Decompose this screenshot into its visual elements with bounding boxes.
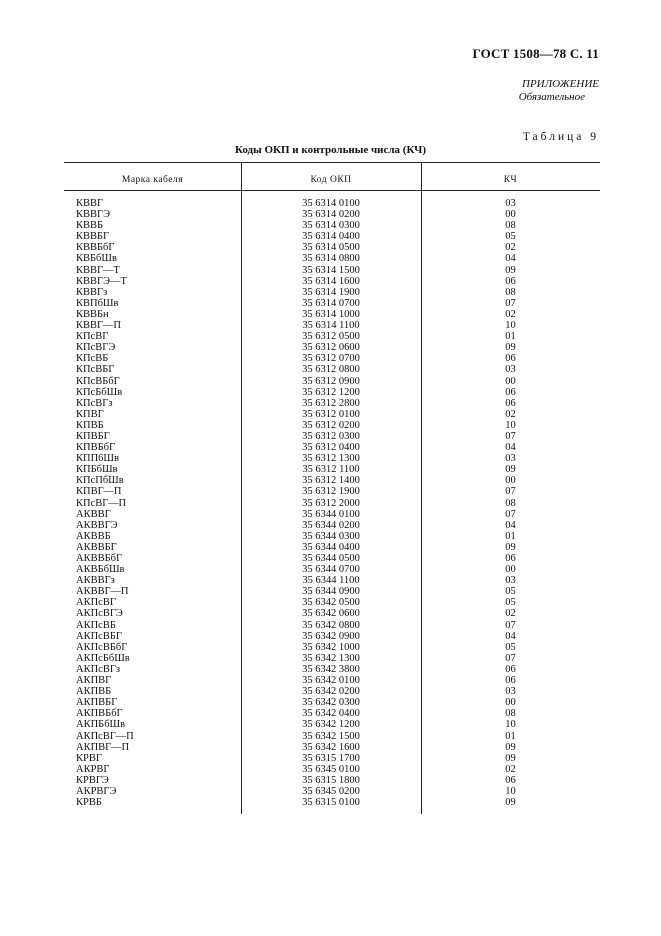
check-number-cell: 09 <box>505 264 516 276</box>
cable-brand-cell: КПП6Шв <box>76 453 119 465</box>
cable-brand-cell: АКПсВГз <box>76 663 121 675</box>
cable-brand-cell: КПсПбШв <box>76 475 124 487</box>
cable-brand-cell: АКПБбШв <box>76 719 126 731</box>
okp-code-cell: 35 6344 0200 <box>302 519 360 531</box>
okp-code-cell: 35 6342 1600 <box>302 741 360 753</box>
check-number-cell: 09 <box>505 541 516 553</box>
cable-brand-cell: КПсВГЭ <box>76 342 116 354</box>
cable-brand-cell: КПВБ <box>76 419 104 431</box>
okp-code-cell: 35 6314 0400 <box>302 231 360 243</box>
cable-brand-cell: КПВГ <box>76 408 104 420</box>
okp-code-cell: 35 6312 0200 <box>302 419 360 431</box>
cable-brand-cell: КВВГЭ <box>76 209 111 221</box>
okp-code-cell: 35 6314 0200 <box>302 209 360 221</box>
okp-code-cell: 35 6314 1100 <box>302 320 360 332</box>
table-row <box>64 431 600 442</box>
check-number-cell: 02 <box>505 242 516 254</box>
okp-code-cell: 35 6344 0700 <box>302 564 360 576</box>
cable-brand-cell: АКПсВБбГ <box>76 641 128 653</box>
table-row <box>64 498 600 509</box>
table-row <box>64 376 600 387</box>
okp-code-cell: 35 6312 0700 <box>302 353 360 365</box>
table-row <box>64 797 600 808</box>
check-number-cell: 07 <box>505 619 516 631</box>
okp-code-cell: 35 6315 1700 <box>302 752 360 764</box>
okp-code-cell: 35 6314 0300 <box>302 220 360 232</box>
check-number-cell: 01 <box>505 530 516 542</box>
cable-brand-cell: КВВГз <box>76 286 108 298</box>
cable-brand-cell: КВВГ <box>76 198 104 209</box>
table-row <box>64 608 600 619</box>
okp-code-cell: 35 6342 3800 <box>302 663 360 675</box>
check-number-cell: 07 <box>505 430 516 442</box>
okp-code-cell: 35 6342 0900 <box>302 630 360 642</box>
okp-code-cell: 35 6344 0100 <box>302 508 360 520</box>
cable-brand-cell: КВВБн <box>76 308 109 320</box>
check-number-cell: 10 <box>505 320 516 332</box>
check-number-cell: 03 <box>505 575 516 587</box>
okp-code-cell: 35 6344 1100 <box>302 575 360 587</box>
cable-brand-cell: КПБбШв <box>76 464 118 476</box>
table-row <box>64 398 600 409</box>
table-row <box>64 575 600 586</box>
okp-code-cell: 35 6312 1300 <box>302 453 360 465</box>
okp-code-cell: 35 6342 1000 <box>302 641 360 653</box>
cable-brand-cell: КПсВБГ <box>76 364 115 376</box>
table-row <box>64 287 600 298</box>
check-number-cell: 07 <box>505 486 516 498</box>
cable-brand-cell: АКВВБбГ <box>76 553 123 564</box>
table-row <box>64 653 600 664</box>
cable-brand-cell: АКВБбШв <box>76 564 125 576</box>
table-row <box>64 686 600 697</box>
cable-brand-cell: КПсВБ <box>76 353 109 365</box>
appendix-title: ПРИЛОЖЕНИЕ <box>522 78 599 90</box>
check-number-cell: 09 <box>505 342 516 354</box>
check-number-cell: 04 <box>505 519 516 531</box>
cable-brand-cell: КПВБбГ <box>76 442 116 454</box>
check-number-cell: 01 <box>505 730 516 742</box>
cable-brand-cell: КПсВГз <box>76 397 113 409</box>
table-row <box>64 675 600 686</box>
table-row <box>64 242 600 253</box>
table-row <box>64 542 600 553</box>
header-cable-brand: Марка кабеля <box>121 175 184 185</box>
check-number-cell: 05 <box>505 641 516 653</box>
check-number-cell: 00 <box>505 475 516 487</box>
table-row <box>64 742 600 753</box>
table-number: Таблица 9 <box>522 131 599 143</box>
cable-brand-cell: АКПсВБ <box>76 619 116 631</box>
table-row <box>64 253 600 264</box>
table-row <box>64 586 600 597</box>
table-row <box>64 331 600 342</box>
cable-brand-cell: КВВГ—Т <box>76 264 120 276</box>
check-number-cell: 06 <box>505 663 516 675</box>
cable-brand-cell: КВВГ—П <box>76 320 121 332</box>
header-check-number: КЧ <box>503 175 518 185</box>
cable-brand-cell: КРВГ <box>76 752 102 764</box>
check-number-cell: 04 <box>505 442 516 454</box>
table-row <box>64 775 600 786</box>
okp-code-cell: 35 6312 0500 <box>302 331 360 343</box>
okp-code-cell: 35 6344 0400 <box>302 541 360 553</box>
cable-brand-cell: КПсВГ—П <box>76 497 127 509</box>
standard-designation: ГОСТ 1508—78 С. 11 <box>472 46 599 61</box>
okp-code-cell: 35 6312 1400 <box>302 475 360 487</box>
okp-code-cell: 35 6312 0400 <box>302 442 360 454</box>
okp-code-cell: 35 6314 1900 <box>302 286 360 298</box>
check-number-cell: 03 <box>505 453 516 465</box>
okp-code-cell: 35 6312 1200 <box>302 386 360 398</box>
table-row <box>64 509 600 520</box>
cable-brand-cell: КВВБ <box>76 220 104 232</box>
check-number-cell: 00 <box>505 209 516 221</box>
check-number-cell: 02 <box>505 763 516 775</box>
okp-code-cell: 35 6342 0300 <box>302 697 360 709</box>
okp-code-cell: 35 6314 0500 <box>302 242 360 254</box>
check-number-cell: 10 <box>505 785 516 797</box>
check-number-cell: 06 <box>505 275 516 287</box>
okp-code-cell: 35 6312 1900 <box>302 486 360 498</box>
okp-code-cell: 35 6314 1600 <box>302 275 360 287</box>
cable-brand-cell: КПсБбШв <box>76 386 123 398</box>
okp-code-cell: 35 6314 0700 <box>302 297 360 309</box>
cable-brand-cell: АКПсВГ <box>76 597 116 609</box>
table-row <box>64 198 600 209</box>
cable-brand-cell: КПсВБбГ <box>76 375 120 387</box>
cable-brand-cell: АКВВГз <box>76 575 115 587</box>
okp-code-cell: 35 6312 2000 <box>302 497 360 509</box>
check-number-cell: 08 <box>505 497 516 509</box>
table-row <box>64 708 600 719</box>
table-row <box>64 320 600 331</box>
okp-code-cell: 35 6314 1000 <box>302 308 360 320</box>
table-row <box>64 342 600 353</box>
cable-brand-cell: КРВГЭ <box>76 774 109 786</box>
check-number-cell: 06 <box>505 675 516 687</box>
table-row <box>64 664 600 675</box>
table-row <box>64 719 600 730</box>
header-okp-code: Код ОКП <box>310 175 352 185</box>
table-row <box>64 453 600 464</box>
cable-brand-cell: АКПВБ <box>76 686 112 698</box>
cable-brand-cell: КВВБбГ <box>76 242 115 254</box>
cable-brand-cell: КРВБ <box>76 797 102 809</box>
cable-brand-cell: АКВВБГ <box>76 541 117 553</box>
table-row <box>64 753 600 764</box>
check-number-cell: 06 <box>505 353 516 365</box>
table-row <box>64 298 600 309</box>
okp-code-cell: 35 6345 0200 <box>302 785 360 797</box>
okp-code-cell: 35 6315 1800 <box>302 774 360 786</box>
appendix-block <box>518 78 599 104</box>
check-number-cell: 02 <box>505 608 516 620</box>
table-row <box>64 631 600 642</box>
check-number-cell: 06 <box>505 397 516 409</box>
table-row <box>64 220 600 231</box>
okp-code-cell: 35 6312 0300 <box>302 430 360 442</box>
table-row <box>64 409 600 420</box>
cable-brand-cell: КВБбШв <box>76 253 117 265</box>
cable-brand-cell: АКПсВБГ <box>76 630 122 642</box>
table-row <box>64 364 600 375</box>
table-row <box>64 520 600 531</box>
check-number-cell: 06 <box>505 774 516 786</box>
okp-code-cell: 35 6344 0300 <box>302 530 360 542</box>
cable-brand-cell: КВВГЭ—Т <box>76 275 127 287</box>
table-row <box>64 731 600 742</box>
check-number-cell: 10 <box>505 719 516 731</box>
check-number-cell: 07 <box>505 508 516 520</box>
table-row <box>64 786 600 797</box>
table-row <box>64 475 600 486</box>
okp-code-cell: 35 6342 0500 <box>302 597 360 609</box>
okp-code-cell: 35 6312 0800 <box>302 364 360 376</box>
check-number-cell: 02 <box>505 408 516 420</box>
okp-code-cell: 35 6314 0800 <box>302 253 360 265</box>
table-body <box>64 198 600 808</box>
check-number-cell: 06 <box>505 386 516 398</box>
check-number-cell: 09 <box>505 741 516 753</box>
check-number-cell: 00 <box>505 697 516 709</box>
okp-code-cell: 35 6314 1500 <box>302 264 360 276</box>
table-row <box>64 597 600 608</box>
check-number-cell: 04 <box>505 630 516 642</box>
check-number-cell: 10 <box>505 419 516 431</box>
check-number-cell: 08 <box>505 220 516 232</box>
table-row <box>64 464 600 475</box>
okp-code-cell: 35 6344 0900 <box>302 586 360 598</box>
cable-brand-cell: АКПВБГ <box>76 697 118 709</box>
table-row <box>64 309 600 320</box>
table-row <box>64 531 600 542</box>
okp-code-cell: 35 6315 0100 <box>302 797 360 809</box>
check-number-cell: 05 <box>505 597 516 609</box>
table-row <box>64 442 600 453</box>
okp-code-cell: 35 6312 2800 <box>302 397 360 409</box>
check-number-cell: 01 <box>505 331 516 343</box>
table-row <box>64 620 600 631</box>
table-row <box>64 353 600 364</box>
table-top-rule <box>64 162 600 163</box>
okp-code-cell: 35 6342 1500 <box>302 730 360 742</box>
okp-code-cell: 35 6342 0100 <box>302 675 360 687</box>
check-number-cell: 08 <box>505 708 516 720</box>
table-row <box>64 420 600 431</box>
cable-brand-cell: АКРВГЭ <box>76 785 117 797</box>
table-row <box>64 764 600 775</box>
okp-code-cell: 35 6342 0400 <box>302 708 360 720</box>
codes-table <box>64 162 600 814</box>
check-number-cell: 05 <box>505 231 516 243</box>
cable-brand-cell: АКВВГЭ <box>76 519 118 531</box>
appendix-status: Обязательное <box>518 91 585 103</box>
check-number-cell: 09 <box>505 797 516 809</box>
table-row <box>64 564 600 575</box>
table-row <box>64 276 600 287</box>
table-row <box>64 553 600 564</box>
cable-brand-cell: КВВБГ <box>76 231 110 243</box>
cable-brand-cell: КПВГ—П <box>76 486 122 498</box>
check-number-cell: 04 <box>505 253 516 265</box>
table-row <box>64 231 600 242</box>
cable-brand-cell: АКПВГ <box>76 675 112 687</box>
table-row <box>64 265 600 276</box>
check-number-cell: 03 <box>505 198 516 209</box>
cable-brand-cell: АКВВБ <box>76 530 111 542</box>
cable-brand-cell: КПсВГ <box>76 331 109 343</box>
check-number-cell: 03 <box>505 364 516 376</box>
table-row <box>64 697 600 708</box>
okp-code-cell: 35 6342 1200 <box>302 719 360 731</box>
cable-brand-cell: АКПсБбШв <box>76 652 130 664</box>
cable-brand-cell: АКПсВГЭ <box>76 608 123 620</box>
check-number-cell: 08 <box>505 286 516 298</box>
cable-brand-cell: АКПВГ—П <box>76 741 130 753</box>
check-number-cell: 02 <box>505 308 516 320</box>
check-number-cell: 07 <box>505 297 516 309</box>
cable-brand-cell: АКВВГ <box>76 508 111 520</box>
table-row <box>64 486 600 497</box>
check-number-cell: 09 <box>505 464 516 476</box>
okp-code-cell: 35 6342 0200 <box>302 686 360 698</box>
okp-code-cell: 35 6312 0900 <box>302 375 360 387</box>
okp-code-cell: 35 6342 0600 <box>302 608 360 620</box>
check-number-cell: 07 <box>505 652 516 664</box>
check-number-cell: 03 <box>505 686 516 698</box>
table-row <box>64 387 600 398</box>
check-number-cell: 06 <box>505 553 516 564</box>
cable-brand-cell: АКРВГ <box>76 763 110 775</box>
table-row <box>64 209 600 220</box>
cable-brand-cell: КПВБГ <box>76 430 110 442</box>
check-number-cell: 00 <box>505 564 516 576</box>
okp-code-cell: 35 6312 0100 <box>302 408 360 420</box>
okp-code-cell: 35 6344 0500 <box>302 553 360 564</box>
okp-code-cell: 35 6312 0600 <box>302 342 360 354</box>
cable-brand-cell: КВПбШв <box>76 297 119 309</box>
check-number-cell: 09 <box>505 752 516 764</box>
okp-code-cell: 35 6342 0800 <box>302 619 360 631</box>
check-number-cell: 05 <box>505 586 516 598</box>
cable-brand-cell: АКПсВГ—П <box>76 730 134 742</box>
okp-code-cell: 35 6312 1100 <box>302 464 360 476</box>
table-row <box>64 642 600 653</box>
okp-code-cell: 35 6345 0100 <box>302 763 360 775</box>
cable-brand-cell: АКВВГ—П <box>76 586 129 598</box>
table-title: Коды ОКП и контрольные числа (КЧ) <box>234 144 427 156</box>
check-number-cell: 00 <box>505 375 516 387</box>
okp-code-cell: 35 6342 1300 <box>302 652 360 664</box>
okp-code-cell: 35 6314 0100 <box>302 198 360 209</box>
cable-brand-cell: АКПВБбГ <box>76 708 123 720</box>
